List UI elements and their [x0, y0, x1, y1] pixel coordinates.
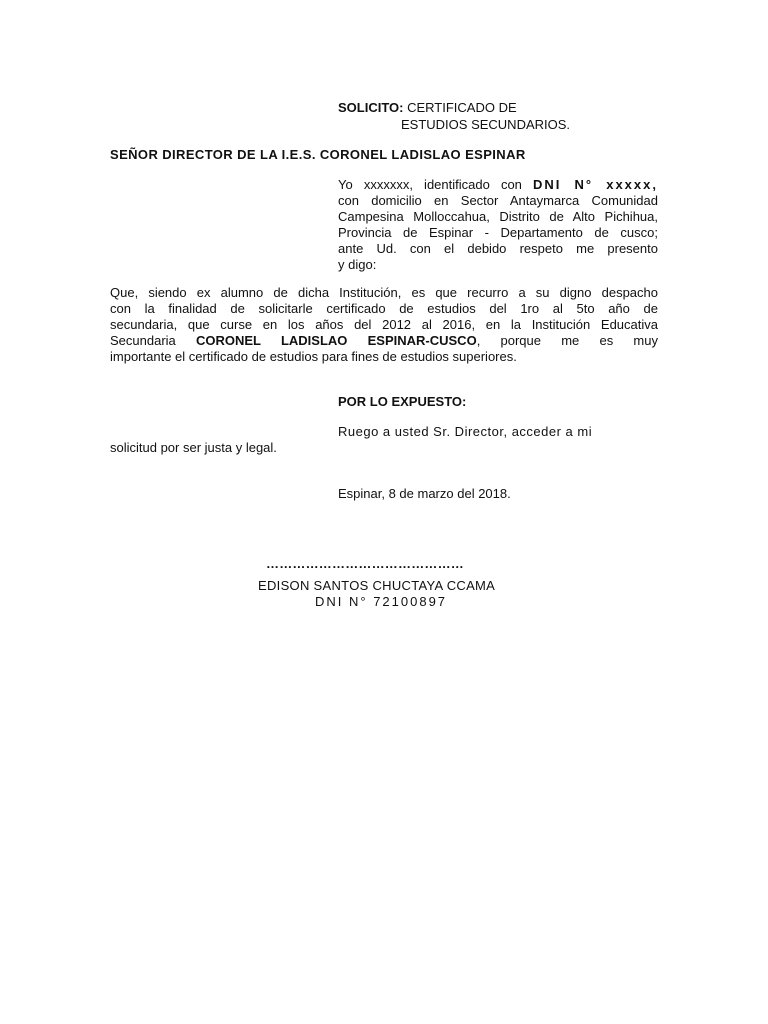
request-line-2: solicitud por ser justa y legal. — [110, 440, 277, 455]
date-line: Espinar, 8 de marzo del 2018. — [338, 486, 511, 501]
closing-title: POR LO EXPUESTO: — [338, 394, 467, 409]
subject-line — [338, 100, 517, 116]
subject-text-2: ESTUDIOS SECUNDARIOS. — [401, 117, 571, 132]
intro-line: Campesina Molloccahua, Distrito de Alto Pichihua, — [338, 209, 658, 224]
addressee: SEÑOR DIRECTOR DE LA I.E.S. CORONEL LADISLAO ESPINAR — [110, 147, 526, 162]
intro-dni: DNI N° xxxxx, — [533, 177, 658, 192]
body-line4-a: Secundaria — [110, 333, 196, 348]
signer-dni: DNI N° 72100897 — [315, 594, 448, 609]
subject-text-1: CERTIFICADO DE — [403, 100, 517, 115]
intro-line: con domicilio en Sector Antaymarca Comunidad — [338, 193, 658, 208]
body-line4-c: , porque me es muy — [476, 333, 658, 348]
intro-line: Provincia de Espinar - Departamento de cusco; — [338, 225, 658, 240]
body-line — [110, 333, 658, 349]
signer-name: EDISON SANTOS CHUCTAYA CCAMA — [258, 578, 496, 593]
intro-line1-text: Yo xxxxxxx, identificado con — [338, 177, 534, 192]
intro-paragraph — [338, 177, 658, 273]
body-line: importante el certificado de estudios para fines de estudios superiores. — [110, 349, 517, 364]
intro-line: ante Ud. con el debido respeto me presento — [338, 241, 658, 256]
body-paragraph — [110, 285, 658, 365]
request-line-1: Ruego a usted Sr. Director, acceder a mi — [338, 424, 593, 439]
body-line: Que, siendo ex alumno de dicha Institución, es que recurro a su digno despacho — [110, 285, 658, 300]
body-line: con la finalidad de solicitarle certificado de estudios del 1ro al 5to año de — [110, 301, 658, 316]
intro-line: y digo: — [338, 257, 377, 272]
intro-line — [338, 177, 658, 193]
body-line: secundaria, que curse en los años del 2012 al 2016, en la Institución Educativa — [110, 317, 658, 332]
school-name: CORONEL LADISLAO ESPINAR-CUSCO — [195, 333, 477, 348]
signature-dotted-line: ……………………………………… — [266, 556, 464, 571]
subject-label: SOLICITO: — [338, 100, 404, 115]
